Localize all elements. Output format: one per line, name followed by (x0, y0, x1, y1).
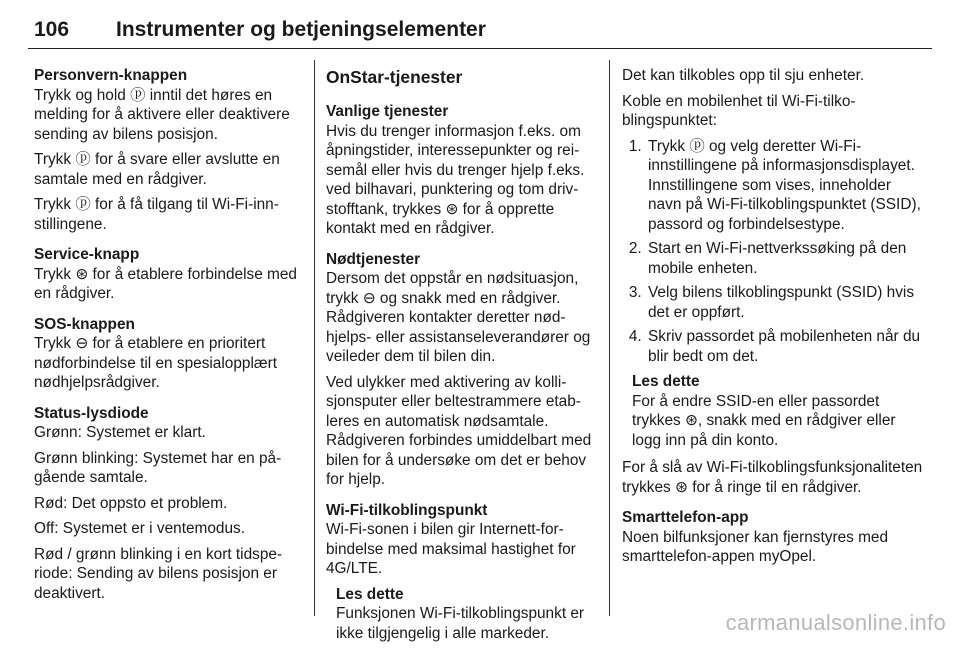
column-divider-2 (609, 60, 610, 616)
paragraph: Grønn blinking: Systemet har en pågående samtale. (34, 449, 282, 486)
column-1 (34, 66, 306, 614)
section-personvern (34, 66, 306, 234)
note-heading: Les dette (632, 373, 700, 390)
paragraph: Rød / grønn blinking i en kort tidsperiode: Sending av bilens posisjon er deaktivert. (34, 545, 283, 602)
list-item: 4. Skriv passordet på mobilenheten når du blir bedt om det. (646, 327, 924, 366)
section-heading: Personvern-knappen (34, 67, 188, 84)
section-wifi-off (622, 458, 924, 497)
note-box (632, 372, 924, 450)
watermark: carmanualsonline.info (725, 610, 946, 635)
section-status (34, 404, 306, 604)
note-heading: Les dette (336, 585, 404, 603)
paragraph: Ved ulykker med aktivering av kollisjonsputer eller beltestrammere etableres en automatisk nødsamtale. Rådgiveren forbindes umiddelbart med bilen for å undersøke om det er behov for hjelp. (326, 373, 592, 488)
page-header (28, 8, 932, 49)
section-heading: Nødtjenester (326, 250, 421, 268)
note-text: Funksjonen Wi-Fi-tilkoblingspunkt er ikke tilgjengelig i alle markeder. (336, 605, 585, 642)
paragraph: Noen bilfunksjoner kan fjernstyres med smarttelefon-appen myOpel. (622, 528, 889, 565)
paragraph: Trykk ⊛ for å etablere forbindelse med en rådgiver. (34, 265, 297, 302)
note-text: For å endre SSID-en eller passordet trykkes ⊛, snakk med en rådgiver eller logg inn på din konto. (632, 392, 896, 449)
column-divider-1 (314, 60, 315, 616)
section-service (34, 245, 306, 304)
section-heading: Vanlige tjenester (326, 103, 449, 120)
note-box (336, 585, 598, 644)
paragraph: Det kan tilkobles opp til sju enheter. (622, 67, 865, 84)
paragraph: Wi-Fi-sonen i bilen gir Internett-forbindelse med maksimal hastighet for 4G/LTE. (326, 521, 576, 577)
section-heading: Status-lysdiode (34, 404, 149, 422)
section-heading: SOS-knappen (34, 315, 135, 333)
column-2 (326, 66, 598, 654)
section-smarttelefon (622, 508, 924, 567)
paragraph: Hvis du trenger informasjon f.eks. om åpningstider, interessepunkter og reisemål eller hvis du trenger hjelp f.eks. ved bilhavari, punktering og tom drivstofftank, trykkes ⊛ for å opprette kontakt med en rådgiver. (326, 122, 585, 237)
section-heading: Service-knapp (34, 246, 140, 263)
paragraph: Dersom det oppstår en nødsituasjon, trykk ⊖ og snakk med en rådgiver. Rådgiveren kontakter deretter nødhjelps- eller assistanseleverandører og veileder dem til bilen din. (326, 270, 591, 365)
paragraph: Grønn: Systemet er klart. (34, 424, 206, 441)
section-heading: Wi-Fi-tilkoblingspunkt (326, 501, 488, 519)
paragraph: Trykk ⓟ for å svare eller avslutte en samtale med en rådgiver. (34, 151, 280, 188)
paragraph: Trykk og hold ⓟ inntil det høres en melding for å aktivere eller deaktivere sending av bilens posisjon. (34, 86, 290, 143)
page-number: 106 (34, 18, 70, 41)
list-item: 3. Velg bilens tilkoblingspunkt (SSID) hvis det er oppført. (646, 283, 924, 322)
list-item: 2. Start en Wi-Fi-nettverkssøking på den mobile enheten. (646, 239, 924, 278)
section-vanlige-tjenester (326, 102, 598, 239)
paragraph: Koble en mobilenhet til Wi-Fi-tilkoblingspunktet: (622, 92, 856, 129)
list-item: 1. Trykk ⓟ og velg deretter Wi-Fi-innstillingene på informasjonsdisplayet. Innstillingene som vises, inneholder navn på Wi-Fi-tilkoblingspunktet (SSID), passord og forbindelsestype. (646, 137, 924, 235)
column-3 (622, 66, 924, 578)
paragraph: Trykk ⊖ for å etablere en prioritert nødforbindelse til en spesialopplært nødhjelpsrådgiver. (34, 335, 277, 391)
section-sos (34, 315, 306, 393)
main-heading: OnStar-tjenester (326, 67, 463, 87)
section-nodtjenester (326, 250, 598, 490)
paragraph: Rød: Det oppsto et problem. (34, 494, 228, 512)
steps-list (622, 137, 924, 367)
section-heading: Smarttelefon-app (622, 509, 749, 526)
section-wifi (326, 501, 598, 644)
paragraph: For å slå av Wi-Fi-tilkoblingsfunksjonaliteten trykkes ⊛ for å ringe til en rådgiver. (622, 459, 923, 496)
page-title: Instrumenter og betjeningselementer (116, 18, 486, 41)
paragraph: Off: Systemet er i ventemodus. (34, 520, 245, 537)
paragraph: Trykk ⓟ for å få tilgang til Wi-Fi-innstillingene. (34, 196, 279, 233)
